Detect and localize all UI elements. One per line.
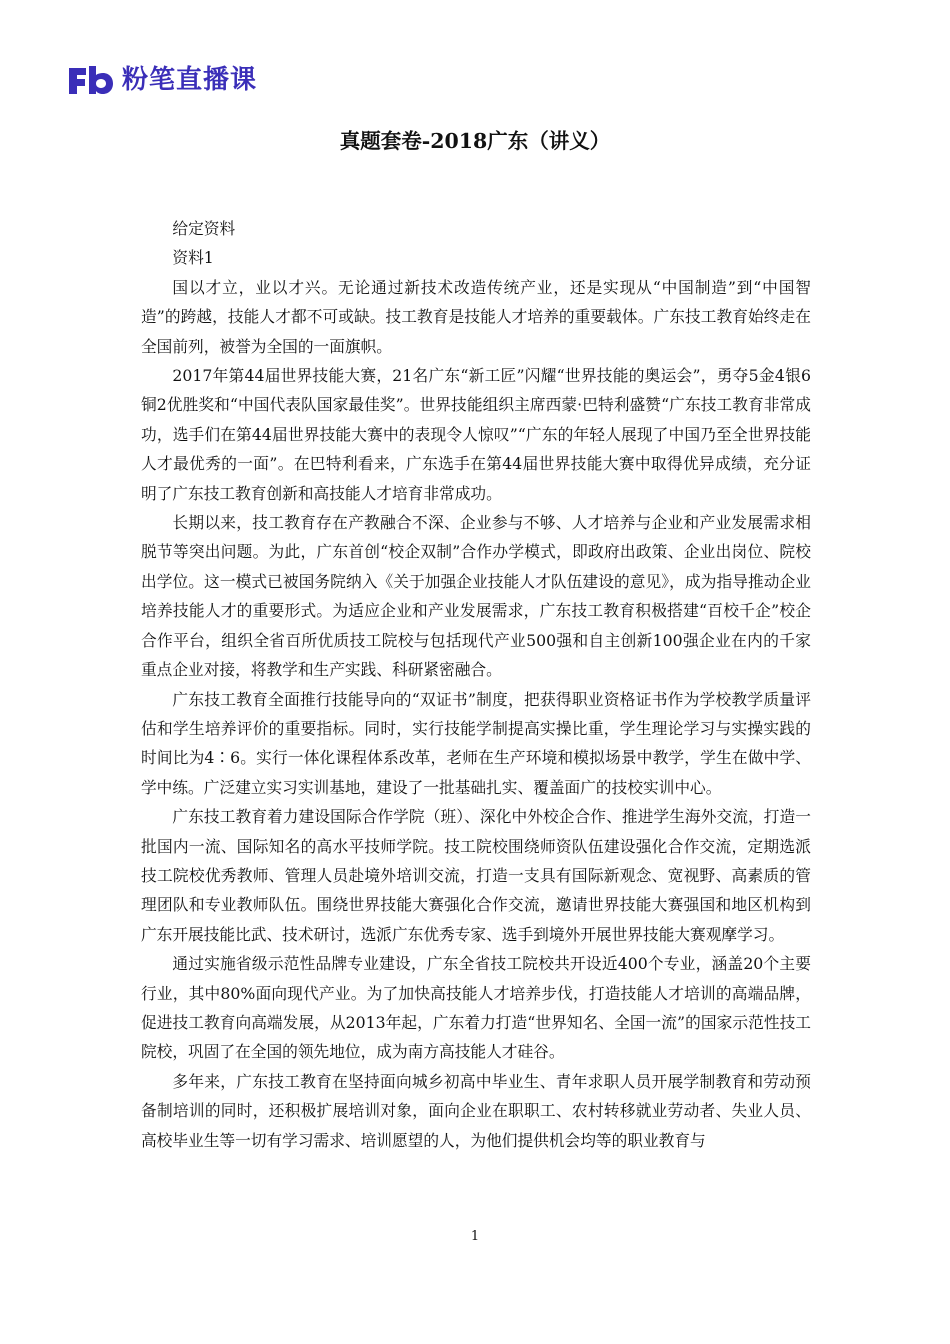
subsection-heading: 资料1	[172, 248, 214, 268]
logo-text: 粉笔直播课	[122, 65, 258, 95]
paragraph: 国以才立，业以才兴。无论通过新技术改造传统产业，还是实现从“中国制造”到“中国智造”的跨越，技能人才都不可或缺。技工教育是技能人才培养的重要载体。广东技工教育始终走在全国前列，被誉为全国的一面旗帜。	[141, 277, 811, 356]
paragraph: 广东技工教育着力建设国际合作学院（班）、深化中外校企合作、推进学生海外交流，打造一批国内一流、国际知名的高水平技师学院。技工院校围绕师资队伍建设强化合作交流，定期选派技工院校优秀教师、管理人员赴境外培训交流，打造一支具有国际新观念、宽视野、高素质的管理团队和专业教师队伍。围绕世界技能大赛强化合作交流，邀请世界技能大赛强国和地区机构到广东开展技能比武、技术研讨，选派广东优秀专家、选手到境外开展世界技能大赛观摩学习。	[141, 807, 811, 944]
document-title: 真题套卷-2018广东（讲义）	[339, 129, 611, 153]
page-number: 1	[470, 1229, 480, 1244]
fenbi-fb-logo-icon	[66, 63, 116, 97]
paragraph: 长期以来，技工教育存在产教融合不深、企业参与不够、人才培养与企业和产业发展需求相脱节等突出问题。为此，广东首创“校企双制”合作办学模式，即政府出政策、企业出岗位、院校出学位。这一模式已被国务院纳入《关于加强企业技能人才队伍建设的意见》，成为指导推动企业培养技能人才的重要形式。为适应企业和产业发展需求，广东技工教育积极搭建“百校千企”校企合作平台，组织全省百所优质技工院校与包括现代产业500强和自主创新100强企业在内的千家重点企业对接，将教学和生产实践、科研紧密融合。	[141, 513, 811, 680]
paragraph: 2017年第44届世界技能大赛，21名广东“新工匠”闪耀“世界技能的奥运会”，勇夺5金4银6铜2优胜奖和“中国代表队国家最佳奖”。世界技能组织主席西蒙·巴特利盛赞“广东技工教育非常成功，选手们在第44届世界技能大赛中的表现令人惊叹”“广东的年轻人展现了中国乃至全世界技能人才最优秀的一面”。在巴特利看来，广东选手在第44届世界技能大赛中取得优异成绩，充分证明了广东技工教育创新和高技能人才培育非常成功。	[141, 366, 811, 503]
paragraph: 多年来，广东技工教育在坚持面向城乡初高中毕业生、青年求职人员开展学制教育和劳动预备制培训的同时，还积极扩展培训对象，面向企业在职职工、农村转移就业劳动者、失业人员、高校毕业生等一切有学习需求、培训愿望的人，为他们提供机会均等的职业教育与	[141, 1071, 811, 1150]
paragraph: 通过实施省级示范性品牌专业建设，广东全省技工院校共开设近400个专业，涵盖20个主要行业，其中80%面向现代产业。为了加快高技能人才培养步伐，打造技能人才培训的高端品牌，促进技工教育向高端发展，从2013年起，广东着力打造“世界知名、全国一流”的国家示范性技工院校，巩固了在全国的领先地位，成为南方高技能人才硅谷。	[141, 954, 811, 1062]
section-heading: 给定资料	[172, 219, 236, 238]
header-logo	[66, 60, 257, 100]
paragraph: 广东技工教育全面推行技能导向的“双证书”制度，把获得职业资格证书作为学校教学质量评估和学生培养评价的重要指标。同时，实行技能学制提高实操比重，学生理论学习与实操实践的时间比为4∶6。实行一体化课程体系改革，老师在生产环境和模拟场景中教学，学生在做中学、学中练。广泛建立实习实训基地，建设了一批基础扎实、覆盖面广的技校实训中心。	[141, 689, 811, 797]
document-body	[141, 214, 811, 1155]
